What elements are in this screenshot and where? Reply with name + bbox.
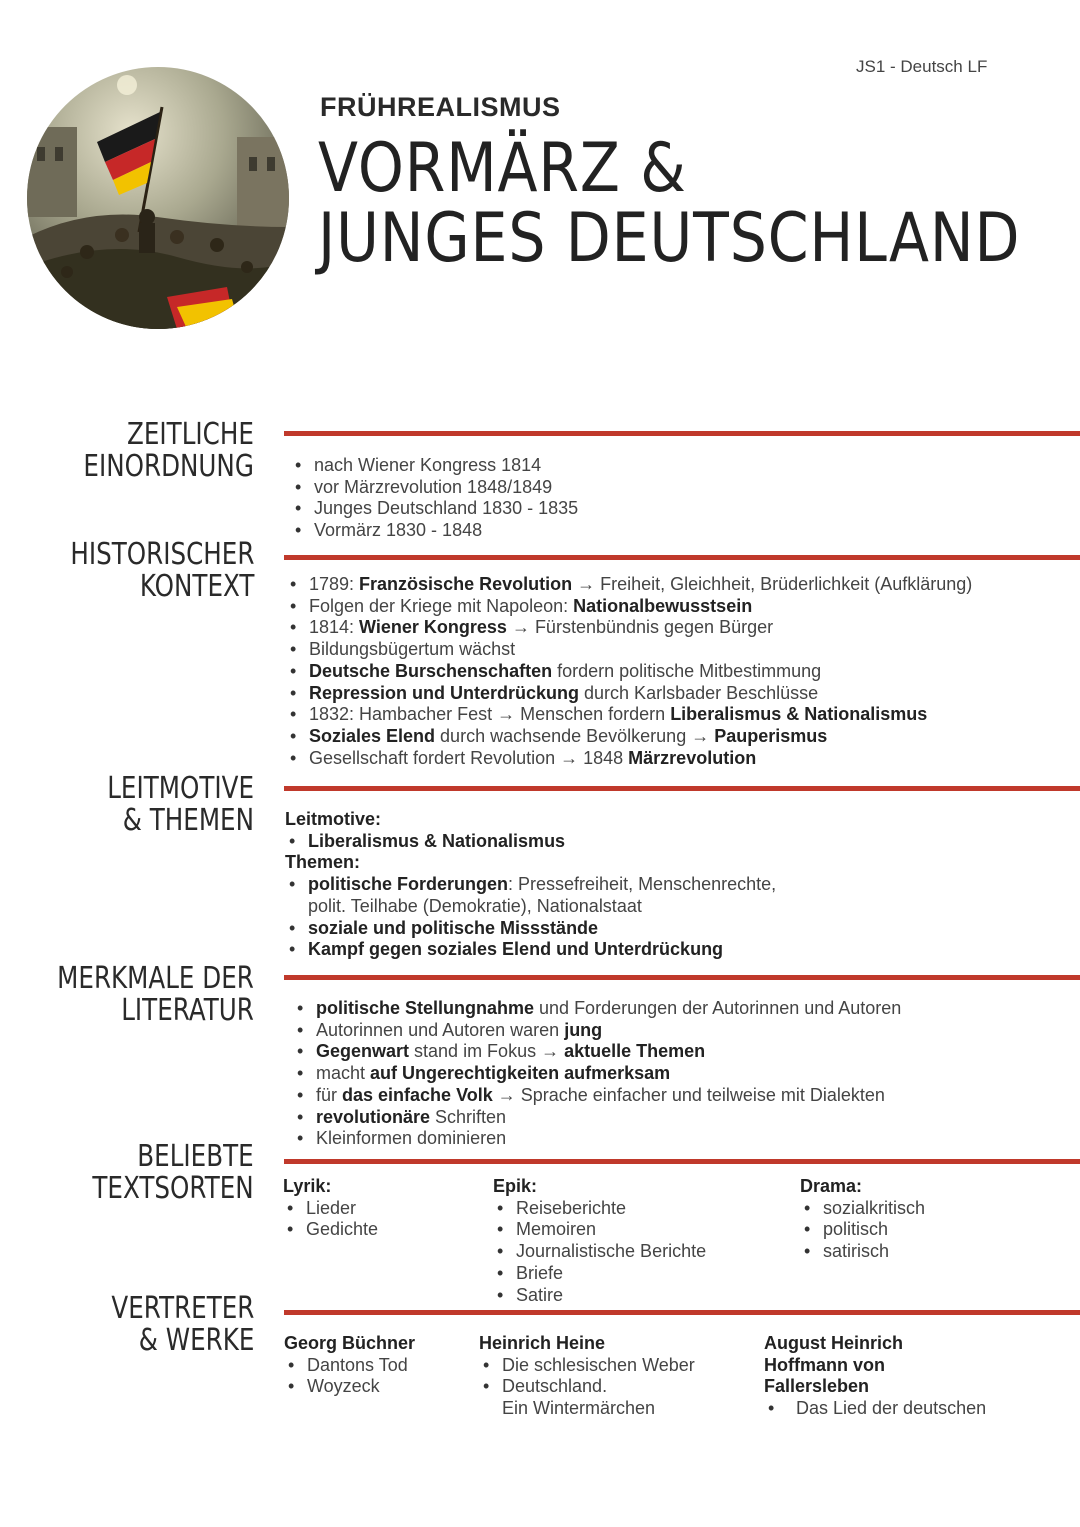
epik-label: Epik: bbox=[493, 1176, 538, 1196]
list-item: • Memoiren bbox=[493, 1219, 706, 1241]
lyrik-column bbox=[283, 1176, 378, 1241]
list-item: • für das einfache Volk → Sprache einfacher und teilweise mit Dialekten bbox=[293, 1085, 901, 1107]
section-divider bbox=[284, 431, 1080, 436]
title-line-1: VORMÄRZ & bbox=[318, 129, 687, 208]
list-item: • Lieder bbox=[283, 1198, 378, 1220]
list-item: • Vormärz 1830 - 1848 bbox=[291, 520, 578, 542]
list-item: • 1789: Französische Revolution → Freiheit, Gleichheit, Brüderlichkeit (Aufklärung) bbox=[286, 574, 972, 596]
list-item: • Deutsche Burschenschaften fordern politische Mitbestimmung bbox=[286, 661, 972, 683]
list-item: • soziale und politische Missstände bbox=[285, 918, 776, 940]
list-item: • macht auf Ungerechtigkeiten aufmerksam bbox=[293, 1063, 901, 1085]
heading-line: MERKMALE DER bbox=[57, 961, 254, 996]
list-item: • Repression und Unterdrückung durch Karlsbader Beschlüsse bbox=[286, 683, 972, 705]
list-item: • Soziales Elend durch wachsende Bevölkerung → Pauperismus bbox=[286, 726, 972, 748]
list-item-continuation: Ein Wintermärchen bbox=[502, 1398, 656, 1419]
heading-line: KONTEXT bbox=[139, 569, 254, 604]
zeit-list bbox=[291, 455, 578, 542]
list-item: • Gegenwart stand im Fokus → aktuelle Themen bbox=[293, 1041, 901, 1063]
list-item: • Das Lied der deutschen bbox=[764, 1398, 1064, 1420]
drama-label: Drama: bbox=[800, 1176, 863, 1196]
leit-block bbox=[285, 809, 776, 961]
heading-vertreter-werke bbox=[111, 1293, 254, 1357]
list-item: • Briefe bbox=[493, 1263, 706, 1285]
list-item: • Satire bbox=[493, 1285, 706, 1307]
section-divider bbox=[284, 975, 1080, 980]
list-item: • vor Märzrevolution 1848/1849 bbox=[291, 477, 578, 499]
heading-line: TEXTSORTEN bbox=[92, 1171, 254, 1206]
author-name: August Heinrich Hoffmann von Fallersleben bbox=[764, 1333, 904, 1397]
list-item: • Autorinnen und Autoren waren jung bbox=[293, 1020, 901, 1042]
drama-column bbox=[800, 1176, 925, 1263]
list-item: • revolutionäre Schriften bbox=[293, 1107, 901, 1129]
list-item: • Junges Deutschland 1830 - 1835 bbox=[291, 498, 578, 520]
merk-list bbox=[293, 998, 901, 1150]
hist-list bbox=[286, 574, 972, 769]
section-divider bbox=[284, 786, 1080, 791]
section-divider bbox=[284, 555, 1080, 560]
buechner-column bbox=[284, 1333, 415, 1398]
heading-zeitliche-einordnung bbox=[84, 419, 254, 483]
heading-line: LITERATUR bbox=[121, 993, 254, 1028]
list-item: • 1814: Wiener Kongress → Fürstenbündnis gegen Bürger bbox=[286, 617, 972, 639]
list-item: • Journalistische Berichte bbox=[493, 1241, 706, 1263]
list-item: • Dantons Tod bbox=[284, 1355, 415, 1377]
list-item: • politische Forderungen: Pressefreiheit, Menschenrechte, bbox=[285, 874, 776, 896]
title-line-2: JUNGES DEUTSCHLAND bbox=[318, 199, 1021, 278]
heading-merkmale-literatur bbox=[57, 963, 254, 1027]
revolution-illustration bbox=[27, 67, 289, 329]
list-item: • Die schlesischen Weber bbox=[479, 1355, 695, 1377]
author-name: Georg Büchner bbox=[284, 1333, 416, 1353]
heading-beliebte-textsorten bbox=[93, 1141, 254, 1205]
section-divider bbox=[284, 1310, 1080, 1315]
heading-line: VERTRETER bbox=[110, 1291, 254, 1326]
list-item: • Kampf gegen soziales Elend und Unterdrückung bbox=[285, 939, 776, 961]
heading-leitmotive-themen bbox=[107, 773, 254, 837]
heading-line: & WERKE bbox=[138, 1323, 254, 1358]
page-title bbox=[318, 129, 1021, 278]
themen-label: Themen: bbox=[285, 852, 361, 873]
heading-line: LEITMOTIVE bbox=[107, 771, 254, 806]
list-item: • satirisch bbox=[800, 1241, 925, 1263]
leitmotive-label: Leitmotive: bbox=[285, 809, 382, 829]
subtitle: FRÜHREALISMUS bbox=[320, 92, 561, 122]
epik-column bbox=[493, 1176, 706, 1306]
heading-line: EINORDNUNG bbox=[83, 449, 254, 484]
lyrik-label: Lyrik: bbox=[283, 1176, 332, 1196]
heine-column bbox=[479, 1333, 695, 1420]
heading-line: BELIEBTE bbox=[137, 1139, 254, 1174]
heading-historischer-kontext bbox=[70, 539, 254, 603]
list-item: • Liberalismus & Nationalismus bbox=[285, 831, 776, 853]
hoffmann-column bbox=[764, 1333, 1064, 1420]
heading-line: HISTORISCHER bbox=[69, 537, 254, 572]
list-item: • Kleinformen dominieren bbox=[293, 1128, 901, 1150]
list-item: • sozialkritisch bbox=[800, 1198, 925, 1220]
list-item: • Deutschland. bbox=[479, 1376, 695, 1398]
author-name: Heinrich Heine bbox=[479, 1333, 606, 1353]
list-item: • Gesellschaft fordert Revolution → 1848 Märzrevolution bbox=[286, 748, 972, 770]
list-item: • Folgen der Kriege mit Napoleon: Nationalbewusstsein bbox=[286, 596, 972, 618]
course-label: JS1 - Deutsch LF bbox=[856, 57, 988, 76]
heading-line: & THEMEN bbox=[122, 803, 254, 838]
section-divider bbox=[284, 1159, 1080, 1164]
list-item: • Woyzeck bbox=[284, 1376, 415, 1398]
list-item-continuation: polit. Teilhabe (Demokratie), Nationalstaat bbox=[308, 895, 642, 916]
heading-line: ZEITLICHE bbox=[127, 417, 254, 452]
list-item: • Bildungsbügertum wächst bbox=[286, 639, 972, 661]
list-item: • 1832: Hambacher Fest → Menschen fordern Liberalismus & Nationalismus bbox=[286, 704, 972, 726]
list-item: • politische Stellungnahme und Forderungen der Autorinnen und Autoren bbox=[293, 998, 901, 1020]
list-item: • Gedichte bbox=[283, 1219, 378, 1241]
list-item: • Reiseberichte bbox=[493, 1198, 706, 1220]
list-item: • politisch bbox=[800, 1219, 925, 1241]
list-item: • nach Wiener Kongress 1814 bbox=[291, 455, 578, 477]
